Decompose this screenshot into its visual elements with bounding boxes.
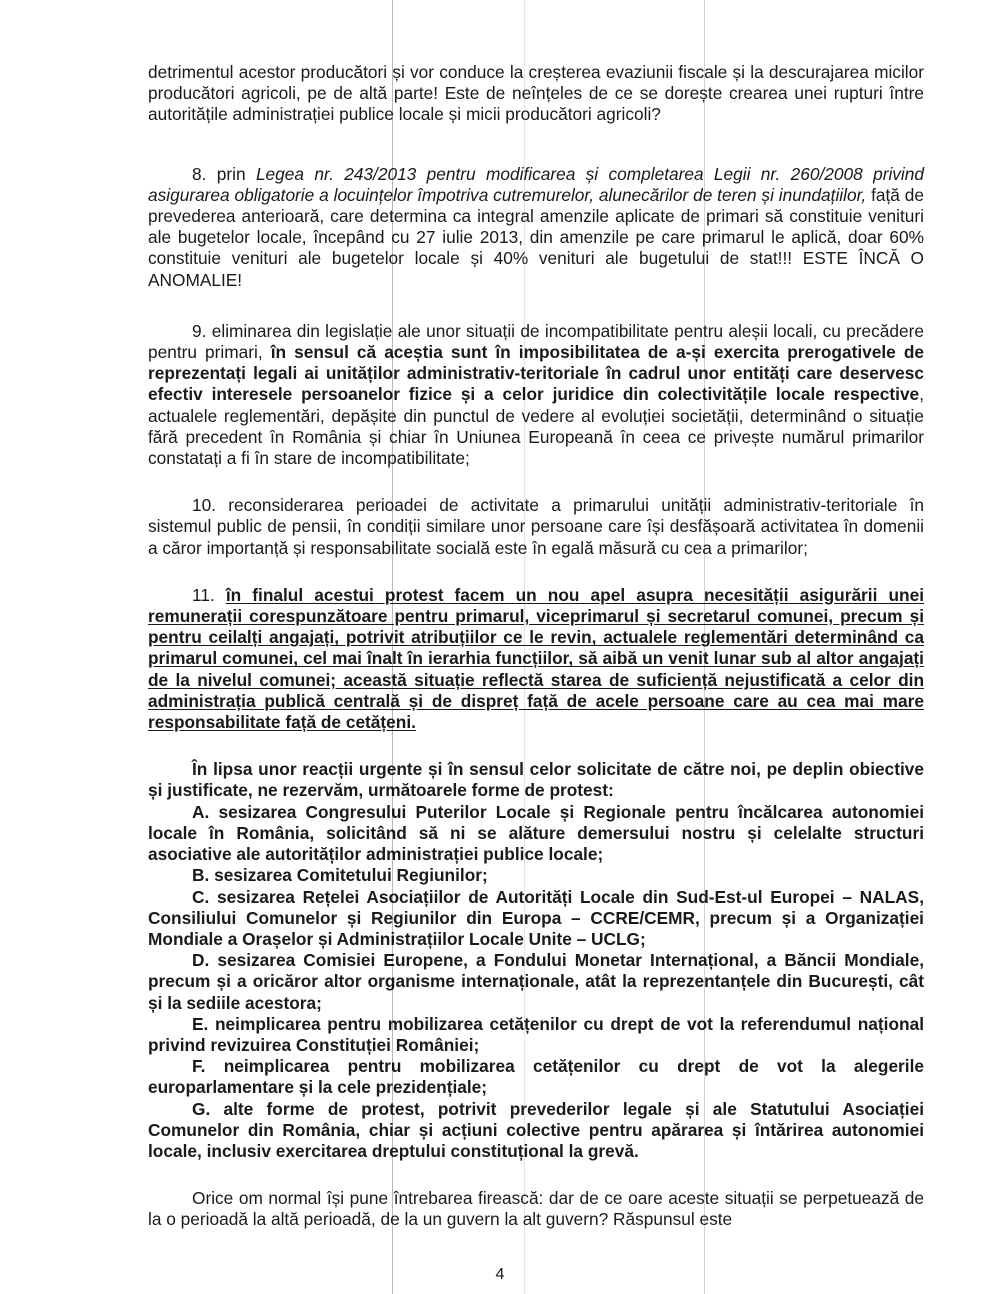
paragraph-9-number: 9. — [192, 320, 207, 341]
scan-fold-line — [392, 0, 393, 1294]
paragraph-10: 10. reconsiderarea perioadei de activitate a primarului unității administrativ-teritoriale în sistemul public de pensii, în condiții similare unor persoane care își desfășoară activitatea în domenii a căror importanță și responsabilitate socială este în egală măsură cu cea a primarilor; — [148, 495, 924, 558]
list-item: E. neimplicarea pentru mobilizarea cetățenilor cu drept de vot la referendumul național privind revizuirea Constituției României; — [148, 1013, 924, 1055]
list-item: D. sesizarea Comisiei Europene, a Fondului Monetar Internațional, a Băncii Mondiale, precum și a oricăror altor organisme internaționale, atât la reprezentanțele din București, cât și la sediile acestora; — [148, 950, 924, 1013]
paragraph-9-text-a: eliminarea din legislație ale unor situații de incompatibilitate pentru aleșii locali, cu precădere pentru primari, — [148, 320, 924, 363]
paragraph-9-bold: în sensul că aceștia sunt în imposibilitatea de a-și exercita prerogativele de reprezentați legali ai unităților administrativ-teritoriale în cadrul unor entități care deservesc efectiv interesele persoanelor fizice și a celor juridice din colectivitățile locale respective — [148, 342, 925, 405]
paragraph-11-underlined: în finalul acestui protest facem un nou apel asupra necesității asigurării unei remunerații corespunzătoare pentru primarul, viceprimarul și secretarul comunei, precum și pentru ceilalți angajați, potrivit atribuțiilor ce le revin, actualele reglementări determinând ca primarul comunei, cel mai înalt în ierarhia funcțiilor, să aibă un venit lunar sub al altor angajați de la nivelul comunei; această situație reflectă starea de suficiență nejustificată a celor din administrația publică centrală și de dispreț față de acele persoane care au cea mai mare responsabilitate față de cetățeni. — [148, 584, 924, 733]
paragraph-9-text-b: , actualele reglementări, depășite din punctul de vedere al evoluției societății, determinând o situație fără precedent în România și chiar în Uniunea Europeană în ceea ce privește numărul primarilor constatați a fi în stare de incompatibilitate; — [148, 384, 924, 469]
list-item: B. sesizarea Comitetului Regiunilor; — [192, 865, 488, 886]
paragraph-11 — [148, 585, 924, 733]
list-item: G. alte forme de protest, potrivit prevederilor legale și ale Statutului Asociației Comunelor din România, chiar și acțiuni colective pentru apărarea și întărirea autonomiei locale, inclusiv exercitarea dreptului constituțional la grevă. — [148, 1098, 924, 1161]
scan-fold-line — [704, 0, 705, 1294]
page-number: 4 — [495, 1266, 505, 1283]
scan-fold-line — [524, 0, 525, 1294]
paragraph-9 — [148, 321, 924, 469]
paragraph-intro: detrimentul acestor producători și vor conduce la creșterea evaziunii fiscale și la descurajarea micilor producători agricoli, pe de altă parte! Este de neînțeles de ce se dorește crearea unei rupturi între autoritățile administrației publice locale și micii producători agricoli? — [148, 62, 924, 125]
list-item: A. sesizarea Congresului Puterilor Locale și Regionale pentru încălcarea autonomiei locale în România, solicitând să ni se alăture demersului nostru și celelalte structuri asociative ale autorităților administrației publice locale; — [148, 801, 924, 865]
paragraph-11-number: 11. — [192, 584, 215, 605]
paragraph-8-number: 8. — [192, 163, 207, 184]
list-item: C. sesizarea Rețelei Asociațiilor de Autorități Locale din Sud-Est-ul Europei – NALAS, Consiliului Comunelor și Regiunilor din Europa – CCRE/CEMR, precum și a Organizației Mondiale a Orașelor și Administrațiilor Locale Unite – UCLG; — [148, 886, 924, 949]
paragraph-8-law-title: Legea nr. 243/2013 pentru modificarea și completarea Legii nr. 260/2008 privind asigurarea obligatorie a locuințelor împotriva cutremurelor, alunecărilor de teren și inundațiilor, — [148, 163, 924, 205]
paragraph-reserve: În lipsa unor reacții urgente și în sensul celor solicitate de către noi, pe deplin obiective și justificate, ne rezervăm, următoarele forme de protest: — [148, 759, 924, 801]
paragraph-8-prefix: prin — [206, 163, 256, 184]
paragraph-8-text: față de prevederea anterioară, care determina ca integral amenzile aplicate de primari să constituie venituri ale bugetelor locale, începând cu 27 iulie 2013, din amenzile pe care primarul le aplică, doar 60% constituie venituri ale bugetelor locale și 40% venituri ale bugetului de stat!!! ESTE ÎNCĂ O ANOMALIE! — [148, 184, 924, 290]
list-item: F. neimplicarea pentru mobilizarea cetățenilor cu drept de vot la alegerile europarlamentare și la cele prezidențiale; — [148, 1056, 924, 1098]
paragraph-final: Orice om normal își pune întrebarea firească: dar de ce oare aceste situații se perpetuează de la o perioadă la altă perioadă, de la un guvern la alt guvern? Răspunsul este — [148, 1188, 924, 1230]
paragraph-8 — [148, 164, 924, 291]
protest-forms-list — [148, 802, 924, 1162]
